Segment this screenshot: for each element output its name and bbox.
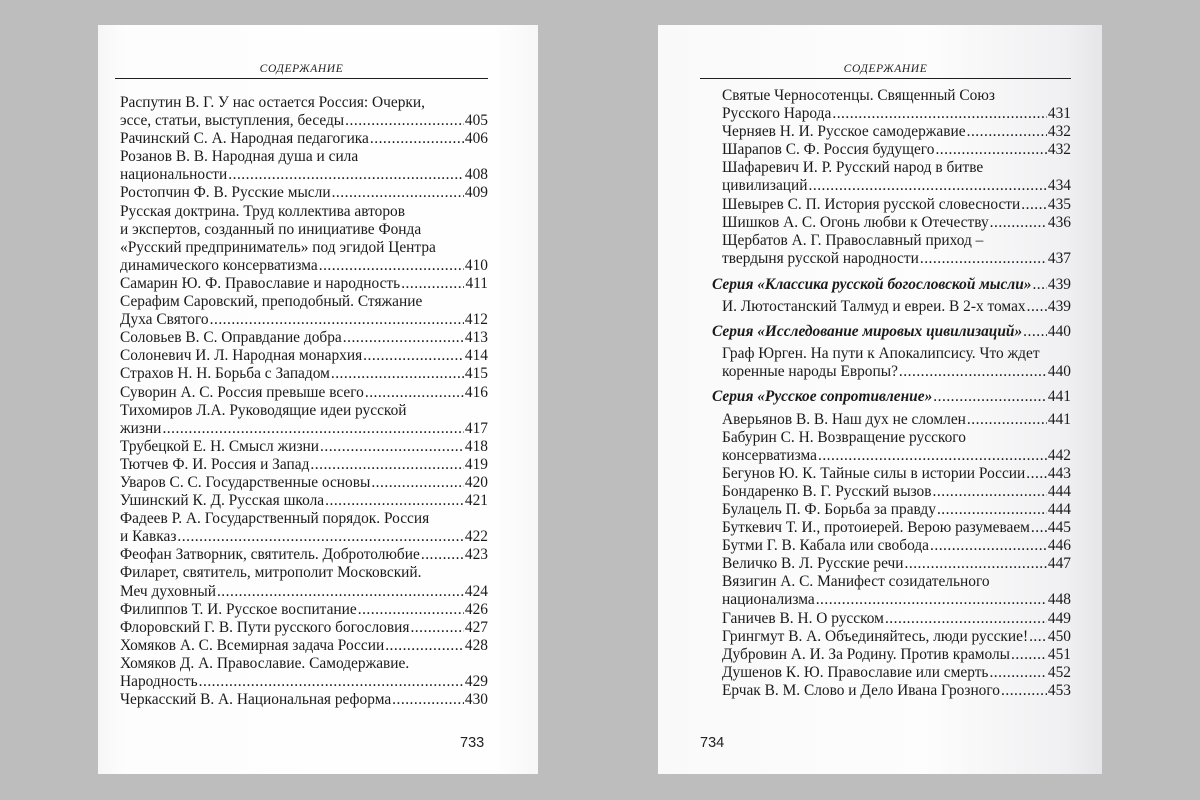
entry-title-line: «Русский предприниматель» под эгидой Центра xyxy=(120,238,436,256)
entry-title: Черняев Н. И. Русское самодержавие xyxy=(722,123,966,141)
entry-last-line xyxy=(722,214,1071,232)
toc-entry[interactable] xyxy=(722,483,1071,501)
page-number: 733 xyxy=(460,735,485,751)
left-page xyxy=(98,25,538,774)
entry-title-line: Тихомиров Л.А. Руководящие идеи русской xyxy=(120,401,407,419)
dot-leader xyxy=(1031,519,1047,537)
entry-title: Буткевич Т. И., протоиерей. Верою разумеваем xyxy=(722,519,1030,537)
toc-entry[interactable] xyxy=(722,429,1071,465)
dot-leader xyxy=(332,184,464,202)
dot-leader xyxy=(816,591,1047,609)
entry-page-number: 450 xyxy=(1047,627,1071,645)
dot-leader xyxy=(1011,646,1047,664)
entry-page-number: 418 xyxy=(464,437,488,455)
entry-last-line xyxy=(120,257,488,275)
dot-leader xyxy=(210,311,464,329)
toc-entry[interactable] xyxy=(120,275,488,293)
entry-title: твердыня русской народности xyxy=(722,249,919,267)
entry-title-line: Русская доктрина. Труд коллектива авторов xyxy=(120,202,405,220)
entry-last-line xyxy=(120,184,488,202)
toc-entry[interactable] xyxy=(722,411,1071,429)
entry-page-number: 449 xyxy=(1047,609,1071,627)
entry-page-number: 417 xyxy=(464,419,488,437)
running-head: СОДЕРЖАНИЕ xyxy=(843,63,928,75)
toc-entry[interactable] xyxy=(120,655,488,691)
entry-title: Солоневич И. Л. Народная монархия xyxy=(120,347,363,365)
entry-last-line xyxy=(722,682,1071,700)
entry-title-line: Бабурин С. Н. Возвращение русского xyxy=(722,428,966,446)
entry-title: Хомяков А. С. Всемирная задача России xyxy=(120,636,385,654)
entry-last-line xyxy=(722,196,1071,214)
entry-last-line xyxy=(722,177,1071,195)
entry-title: коренные народы Европы? xyxy=(722,363,898,381)
entry-title: Рачинский С. А. Народная педагогика xyxy=(120,130,369,148)
entry-title: Русского Народа xyxy=(722,105,832,123)
entry-title: И. Лютостанский Талмуд и евреи. В 2-х томах xyxy=(722,298,1026,316)
entry-page-number: 419 xyxy=(464,455,488,473)
dot-leader xyxy=(199,673,464,691)
entry-last-line xyxy=(120,130,488,148)
dot-leader xyxy=(967,411,1047,429)
dot-leader xyxy=(935,141,1046,159)
toc-entry[interactable] xyxy=(120,619,488,637)
entry-page-number: 411 xyxy=(465,274,488,292)
entry-title: Бондаренко В. Г. Русский вызов xyxy=(722,482,932,500)
entry-last-line xyxy=(120,438,488,456)
entry-title: Ушинский К. Д. Русская школа xyxy=(120,492,325,510)
entry-last-line xyxy=(120,619,488,637)
toc-entry[interactable] xyxy=(722,682,1071,700)
entry-page-number: 437 xyxy=(1047,249,1071,267)
entry-page-number: 436 xyxy=(1047,213,1071,231)
entry-page-number: 405 xyxy=(464,112,488,130)
entry-page-number: 409 xyxy=(464,184,488,202)
entry-page-number: 413 xyxy=(464,329,488,347)
entry-page-number: 444 xyxy=(1047,500,1071,518)
entry-last-line xyxy=(120,546,488,564)
entry-last-line xyxy=(722,519,1071,537)
entry-title: Уваров С. С. Государственные основы xyxy=(120,473,371,491)
dot-leader xyxy=(818,447,1047,465)
entry-title: Шишков А. С. Огонь любви к Отечеству xyxy=(722,213,989,231)
series-line xyxy=(712,388,1071,406)
dot-leader xyxy=(371,474,464,492)
toc-entry[interactable] xyxy=(722,196,1071,214)
entry-last-line xyxy=(722,537,1071,555)
entry-page-number: 451 xyxy=(1047,645,1071,663)
entry-page-number: 422 xyxy=(464,528,488,546)
entry-page-number: 408 xyxy=(464,166,488,184)
entry-page-number: 443 xyxy=(1047,464,1071,482)
series-title: Серия «Исследование мировых цивилизаций» xyxy=(712,323,1023,341)
entry-page-number: 435 xyxy=(1047,195,1071,213)
entry-title: Самарин Ю. Ф. Православие и народность xyxy=(120,274,401,292)
entry-last-line xyxy=(722,298,1071,316)
entry-page-number: 432 xyxy=(1047,123,1071,141)
entry-last-line xyxy=(120,583,488,601)
right-page xyxy=(658,25,1102,774)
dot-leader xyxy=(920,250,1047,268)
dot-leader xyxy=(320,438,464,456)
entry-title: Ростопчин Ф. В. Русские мысли xyxy=(120,184,331,202)
entry-last-line xyxy=(722,465,1071,483)
toc-entry[interactable] xyxy=(120,601,488,619)
entry-title: Страхов Н. Н. Борьба с Западом xyxy=(120,365,330,383)
entry-page-number: 444 xyxy=(1047,482,1071,500)
entry-title: Флоровский Г. В. Пути русского богословия xyxy=(120,618,410,636)
entry-title: Соловьев В. С. Оправдание добра xyxy=(120,329,342,347)
toc-entry[interactable] xyxy=(120,510,488,546)
dot-leader xyxy=(345,112,464,130)
dot-leader xyxy=(1023,323,1047,341)
toc-entry[interactable] xyxy=(120,148,488,184)
entry-title-line: Граф Юрген. На пути к Апокалипсису. Что ждет xyxy=(722,345,1040,363)
entry-last-line xyxy=(120,384,488,402)
entry-page-number: 427 xyxy=(464,618,488,636)
dot-leader xyxy=(989,664,1046,682)
dot-leader xyxy=(967,123,1047,141)
entry-title: Грингмут В. А. Объединяйтесь, люди русские! xyxy=(722,627,1029,645)
dot-leader xyxy=(990,214,1047,232)
entry-page-number: 431 xyxy=(1047,105,1071,123)
entry-title: Черкасский В. А. Национальная реформа xyxy=(120,691,392,709)
toc-entry[interactable] xyxy=(722,519,1071,537)
entry-last-line xyxy=(120,474,488,492)
entry-title: Бутми Г. В. Кабала или свобода xyxy=(722,537,929,555)
dot-leader xyxy=(228,166,464,184)
toc-entry[interactable] xyxy=(722,573,1071,609)
entry-title: Тютчев Ф. И. Россия и Запад xyxy=(120,455,310,473)
entry-title: Феофан Затворник, святитель. Добротолюбие xyxy=(120,546,420,564)
dot-leader xyxy=(343,329,464,347)
dot-leader xyxy=(937,501,1047,519)
page-number: 734 xyxy=(700,735,725,751)
toc-entry[interactable] xyxy=(722,298,1071,316)
entry-title: Шарапов С. Ф. Россия будущего xyxy=(722,141,935,159)
series-page-number: 439 xyxy=(1047,275,1071,293)
dot-leader xyxy=(370,130,464,148)
entry-page-number: 452 xyxy=(1047,663,1071,681)
toc-entry[interactable] xyxy=(120,456,488,474)
toc-entry[interactable] xyxy=(120,293,488,329)
toc-entry[interactable] xyxy=(120,365,488,383)
toc-entry[interactable] xyxy=(120,438,488,456)
entry-page-number: 428 xyxy=(464,636,488,654)
entry-page-number: 441 xyxy=(1047,410,1071,428)
entry-last-line xyxy=(120,420,488,438)
toc-entry[interactable] xyxy=(120,184,488,202)
entry-title: Трубецкой Е. Н. Смысл жизни xyxy=(120,437,320,455)
entry-last-line xyxy=(722,123,1071,141)
entry-title: Ерчак В. М. Слово и Дело Ивана Грозного xyxy=(722,681,1000,699)
toc-entry[interactable] xyxy=(120,94,488,130)
entry-title: эссе, статьи, выступления, беседы xyxy=(120,112,345,130)
entry-last-line xyxy=(120,347,488,365)
entry-title: консерватизма xyxy=(722,446,817,464)
toc-entry[interactable] xyxy=(120,203,488,275)
dot-leader xyxy=(363,347,464,365)
entry-title: Величко В. Л. Русские речи xyxy=(722,555,904,573)
dot-leader xyxy=(177,528,464,546)
entry-page-number: 416 xyxy=(464,383,488,401)
toc-entry[interactable] xyxy=(120,329,488,347)
toc-entry[interactable] xyxy=(120,402,488,438)
dot-leader xyxy=(809,177,1047,195)
dot-leader xyxy=(325,492,464,510)
header-rule xyxy=(700,78,1071,79)
entry-page-number: 414 xyxy=(464,347,488,365)
toc-entry[interactable] xyxy=(722,159,1071,195)
toc-entry[interactable] xyxy=(722,646,1071,664)
entry-last-line xyxy=(722,105,1071,123)
series-line xyxy=(712,276,1071,294)
entry-last-line xyxy=(120,311,488,329)
entry-page-number: 412 xyxy=(464,311,488,329)
dot-leader xyxy=(310,456,464,474)
entry-title: Народность xyxy=(120,673,198,690)
table-of-contents xyxy=(712,87,1071,700)
entry-title: национальности xyxy=(120,166,228,184)
toc-entry[interactable] xyxy=(722,628,1071,646)
dot-leader xyxy=(1027,298,1047,316)
dot-leader xyxy=(365,384,464,402)
entry-last-line xyxy=(120,528,488,546)
table-of-contents xyxy=(120,94,488,709)
toc-entry[interactable] xyxy=(120,492,488,510)
toc-entry[interactable] xyxy=(722,214,1071,232)
series-title: Серия «Классика русской богословской мысли» xyxy=(712,275,1032,293)
entry-page-number: 434 xyxy=(1047,177,1071,195)
entry-page-number: 439 xyxy=(1047,298,1071,316)
running-head: СОДЕРЖАНИЕ xyxy=(259,63,344,75)
entry-title: Дубровин А. И. За Родину. Против крамолы xyxy=(722,645,1011,663)
entry-last-line xyxy=(722,610,1071,628)
entry-last-line xyxy=(722,591,1071,609)
dot-leader xyxy=(1032,276,1046,294)
dot-leader xyxy=(930,537,1047,555)
toc-entry[interactable] xyxy=(120,130,488,148)
entry-title-line: Серафим Саровский, преподобный. Стяжание xyxy=(120,293,423,311)
entry-last-line xyxy=(722,141,1071,159)
entry-page-number: 432 xyxy=(1047,141,1071,159)
series-page-number: 441 xyxy=(1047,388,1071,406)
entry-last-line xyxy=(120,637,488,655)
entry-title-line: Фадеев Р. А. Государственный порядок. Россия xyxy=(120,510,430,528)
dot-leader xyxy=(1026,465,1047,483)
dot-leader xyxy=(1029,628,1047,646)
dot-leader xyxy=(899,363,1047,381)
dot-leader xyxy=(933,483,1047,501)
entry-last-line xyxy=(722,447,1071,465)
entry-title: жизни xyxy=(120,419,162,437)
entry-title: цивилизаций xyxy=(722,177,808,195)
dot-leader xyxy=(217,583,464,601)
series-heading[interactable] xyxy=(712,323,1071,341)
toc-entry[interactable] xyxy=(722,465,1071,483)
entry-last-line xyxy=(722,483,1071,501)
toc-entry[interactable] xyxy=(722,610,1071,628)
entry-title: динамического консерватизма xyxy=(120,256,318,274)
dot-leader xyxy=(885,610,1047,628)
entry-title-line: и экспертов, созданный по инициативе Фонда xyxy=(120,220,422,238)
entry-page-number: 453 xyxy=(1047,681,1071,699)
entry-page-number: 445 xyxy=(1047,519,1071,537)
entry-last-line xyxy=(120,691,488,709)
dot-leader xyxy=(905,555,1047,573)
entry-last-line xyxy=(722,646,1071,664)
toc-entry[interactable] xyxy=(722,232,1071,268)
entry-last-line xyxy=(120,166,488,184)
entry-page-number: 426 xyxy=(464,600,488,618)
entry-title: Булацель П. Ф. Борьба за правду xyxy=(722,500,936,518)
entry-page-number: 440 xyxy=(1047,363,1071,381)
series-title: Серия «Русское сопротивление» xyxy=(712,388,933,406)
entry-page-number: 448 xyxy=(1047,591,1071,609)
dot-leader xyxy=(162,420,463,438)
toc-entry[interactable] xyxy=(722,141,1071,159)
dot-leader xyxy=(385,637,464,655)
entry-page-number: 430 xyxy=(464,691,488,709)
entry-title: Духа Святого xyxy=(120,311,209,329)
dot-leader xyxy=(358,601,464,619)
dot-leader xyxy=(392,691,464,709)
entry-last-line xyxy=(120,492,488,510)
entry-last-line xyxy=(120,365,488,383)
toc-entry[interactable] xyxy=(722,123,1071,141)
entry-page-number: 415 xyxy=(464,365,488,383)
toc-entry[interactable] xyxy=(120,546,488,564)
entry-title: национализма xyxy=(722,591,815,609)
entry-title-line: Вязигин А. С. Манифест созидательного xyxy=(722,573,990,591)
toc-entry[interactable] xyxy=(120,347,488,365)
entry-page-number: 447 xyxy=(1047,555,1071,573)
series-heading[interactable] xyxy=(712,276,1071,294)
dot-leader xyxy=(319,257,464,275)
dot-leader xyxy=(1021,196,1047,214)
entry-title-line: Щербатов А. Г. Православный приход – xyxy=(722,231,984,249)
toc-entry[interactable] xyxy=(722,87,1071,123)
entry-title-line: Святые Черносотенцы. Священный Союз xyxy=(722,87,995,104)
toc-entry[interactable] xyxy=(722,537,1071,555)
toc-entry[interactable] xyxy=(120,384,488,402)
entry-page-number: 442 xyxy=(1047,446,1071,464)
dot-leader xyxy=(1001,682,1047,700)
entry-page-number: 429 xyxy=(464,673,488,690)
toc-entry[interactable] xyxy=(722,664,1071,682)
series-heading[interactable] xyxy=(712,388,1071,406)
entry-title-line: Шафаревич И. Р. Русский народ в битве xyxy=(722,159,984,177)
entry-last-line xyxy=(120,112,488,130)
entry-title: Шевырев С. П. История русской словесности xyxy=(722,195,1021,213)
toc-entry[interactable] xyxy=(722,345,1071,381)
entry-last-line xyxy=(722,250,1071,268)
dot-leader xyxy=(410,619,463,637)
entry-page-number: 420 xyxy=(464,473,488,491)
toc-entry[interactable] xyxy=(120,691,488,709)
entry-title: Меч духовный xyxy=(120,582,216,600)
entry-page-number: 406 xyxy=(464,130,488,148)
dot-leader xyxy=(832,105,1047,123)
entry-last-line xyxy=(120,456,488,474)
entry-title-line: Хомяков Д. А. Православие. Самодержавие. xyxy=(120,654,410,672)
toc-entry[interactable] xyxy=(120,474,488,492)
dot-leader xyxy=(401,275,464,293)
series-line xyxy=(712,323,1071,341)
entry-last-line xyxy=(722,555,1071,573)
entry-title: Аверьянов В. В. Наш дух не сломлен xyxy=(722,410,966,428)
dot-leader xyxy=(331,365,464,383)
toc-entry[interactable] xyxy=(120,637,488,655)
series-page-number: 440 xyxy=(1047,323,1071,341)
entry-title: Суворин А. С. Россия превыше всего xyxy=(120,383,364,401)
dot-leader xyxy=(933,388,1047,406)
entry-page-number: 421 xyxy=(464,492,488,510)
entry-title: Филиппов Т. И. Русское воспитание xyxy=(120,600,357,618)
entry-page-number: 446 xyxy=(1047,537,1071,555)
entry-title-line: Розанов В. В. Народная душа и сила xyxy=(120,148,359,166)
entry-last-line xyxy=(722,411,1071,429)
entry-page-number: 423 xyxy=(464,546,488,564)
header-rule xyxy=(115,78,488,79)
entry-title-line: Распутин В. Г. У нас остается Россия: Очерки, xyxy=(120,94,425,111)
entry-page-number: 410 xyxy=(464,256,488,274)
entry-last-line xyxy=(120,275,488,293)
entry-page-number: 424 xyxy=(464,582,488,600)
dot-leader xyxy=(421,546,464,564)
entry-last-line xyxy=(120,329,488,347)
entry-title: и Кавказ xyxy=(120,528,177,546)
entry-title-line: Филарет, святитель, митрополит Московский. xyxy=(120,564,422,582)
entry-last-line xyxy=(722,363,1071,381)
entry-last-line xyxy=(722,664,1071,682)
entry-last-line xyxy=(120,601,488,619)
entry-title: Душенов К. Ю. Православие или смерть xyxy=(722,663,989,681)
entry-last-line xyxy=(120,673,488,691)
entry-title: Бегунов Ю. К. Тайные силы в истории России xyxy=(722,464,1026,482)
toc-entry[interactable] xyxy=(722,501,1071,519)
entry-last-line xyxy=(722,628,1071,646)
toc-entry[interactable] xyxy=(120,564,488,600)
toc-entry[interactable] xyxy=(722,555,1071,573)
entry-last-line xyxy=(722,501,1071,519)
entry-title: Ганичев В. Н. О русском xyxy=(722,609,884,627)
